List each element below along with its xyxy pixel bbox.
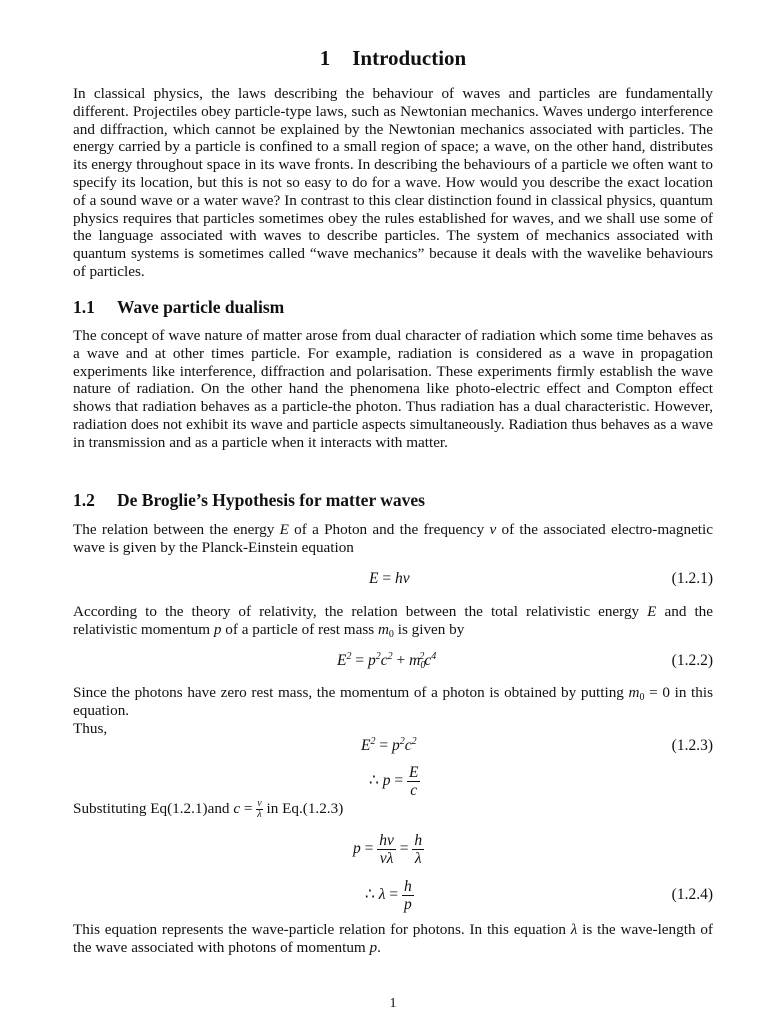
page-number: 1	[389, 996, 397, 1011]
equation-1-2-4	[73, 878, 713, 914]
equation-body: $E^2 = p^2c^2 + m_0^2c^4$	[337, 651, 437, 671]
equation-p-substituted	[73, 832, 713, 868]
subsection-number: 1.1	[73, 297, 95, 317]
equation-body: $E^2 = p^2c^2$	[361, 736, 417, 754]
dualism-paragraph: The concept of wave nature of matter arose from dual character of radiation which some time behaves as a wave and at other times particle. For example, radiation is considered as a wave in propagation experiments like interference, diffraction and polarisation. These experiments firmly establish the wave nature of radiation. On the other hand the phenomena like photo-electric effect and Compton effect shows that radiation behaves as a particle-the photon. Thus radiation has a dual characteristic. However, radiation does not exhibit its wave and particle aspects simultaneously. Radiation thus behaves as a wave in transmission and as a particle when it interacts with matter.	[73, 327, 713, 451]
equation-tag: (1.2.3)	[671, 737, 713, 754]
section-title-text: Introduction	[352, 46, 467, 70]
equation-1-2-2	[73, 652, 713, 676]
equation-p-equals-e-over-c	[73, 764, 713, 798]
equation-tag: (1.2.2)	[671, 652, 713, 669]
subsection-number: 1.2	[73, 490, 95, 510]
equation-tag: (1.2.1)	[671, 570, 713, 587]
section-number: 1	[319, 46, 331, 70]
fraction: $\frac{h\nu}{\nu\lambda}$	[379, 832, 394, 867]
section-title	[73, 46, 713, 71]
planck-einstein-paragraph: The relation between the energy E of a Photon and the frequency ν of the associated electro-magnetic wave is given by the Planck-Einstein equation	[73, 521, 713, 556]
subsection-heading-1-2	[73, 490, 425, 511]
equation-1-2-1	[73, 570, 713, 594]
subsection-title: Wave particle dualism	[117, 297, 285, 317]
wave-particle-relation-paragraph: This equation represents the wave-particle relation for photons. In this equation λ is the wave-length of the wave associated with photons of momentum p.	[73, 921, 713, 956]
equation-body: ∴ λ = $\frac{h}{p}$	[365, 878, 412, 913]
equation-body: E = hν	[369, 570, 410, 587]
zero-rest-mass-paragraph: Since the photons have zero rest mass, the momentum of a photon is obtained by putting $m_0 = 0$ in this equation. Thus,	[73, 684, 714, 737]
fraction: $\frac{h}{\lambda}$	[414, 832, 423, 867]
equation-tag: (1.2.4)	[671, 886, 713, 903]
intro-paragraph: In classical physics, the laws describing the behaviour of waves and particles are fundamentally different. Projectiles obey particle-type laws, such as Newtonian mechanics. Waves undergo interference and diffraction, which cannot be explained by the Newtonian mechanics associated with particles. The energy carried by a particle is confined to a small region of space; a wave, on the other hand, distributes its energy throughout space in its wave fronts. In describing the behaviours of a particle we often want to specify its location, but this is not so easy to do for a wave. How would you describe the exact location of a sound wave or a water wave? In contrast to this clear distinction found in classical physics, quantum physics requires that particles sometimes obey the rules established for waves, and we shall use some of the language associated with waves to describe particles. The system of mechanics associated with quantum systems is sometimes called “wave mechanics” because it deals with the wavelike behaviours of particles.	[73, 85, 713, 280]
equation-1-2-3	[73, 737, 713, 761]
fraction: $\frac{E}{c}$	[409, 764, 419, 799]
equation-body: p = $\frac{h\nu}{\nu\lambda}$ = $\frac{h}{\lambda}$	[353, 832, 423, 867]
relativity-paragraph: According to the theory of relativity, the relation between the total relativistic energy E and the relativistic momentum p of a particle of rest mass $m_0$ is given by	[73, 603, 713, 640]
page	[73, 0, 713, 1024]
substitution-paragraph: Substituting Eq(1.2.1)and c = $\frac{\nu}{\lambda}$ in Eq.(1.2.3)	[73, 798, 344, 820]
equation-body: ∴ p = $\frac{E}{c}$	[369, 764, 419, 799]
fraction: $\frac{h}{p}$	[403, 878, 412, 913]
subsection-title: De Broglie’s Hypothesis for matter waves	[117, 490, 425, 510]
fraction: $\frac{\nu}{\lambda}$	[257, 798, 262, 820]
subsection-heading-1-1	[73, 297, 284, 318]
